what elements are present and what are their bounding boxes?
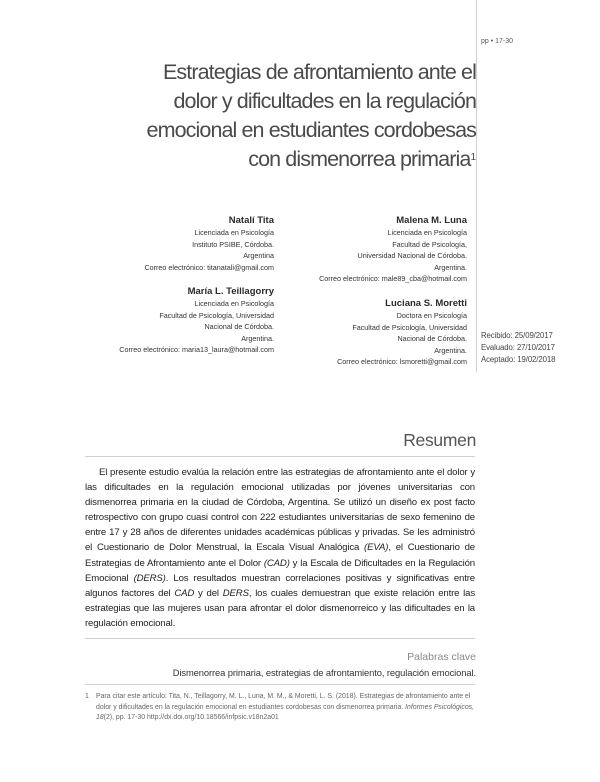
author-block [119,285,274,356]
author-block [144,214,274,273]
author-line: Correo electrónico: male89_cba@hotmail.com [319,274,467,283]
author-line: Argentina [243,251,274,260]
author-line: Facultad de Psicología, [392,239,467,249]
keywords-rule [85,638,475,639]
author-line: Doctora en Psicología [396,311,467,320]
title-footnote-marker: 1 [470,152,476,163]
author-line: Instituto PSIBE, Córdoba. [192,239,274,249]
abstract-heading: Resumen [403,430,476,450]
keywords-heading: Palabras clave [407,651,476,663]
author-name: Luciana S. Moretti [385,298,467,309]
author-line: Facultad de Psicología, Universidad [159,310,274,320]
author-line: Nacional de Córdoba. [204,322,274,331]
author-line: Correo electrónico: lsmoretti@gmail.com [337,357,467,366]
author-block [319,214,467,285]
footnote-text: Para citar este artículo: Tita, N., Teillagorry, M. L., Luna, M. M., & Moretti, L. S. (2018). Estrategias de afrontamiento ante el dolor y dificultades en la regulación emocional en estudiantes cordobesas con dismenorrea primaria. Informes Psicológicos, 18(2), pp. 17-30 http://dx.doi.org/10.18566/infpsic.v18n2a01 [96,693,475,721]
date-accepted: Aceptado: 19/02/2018 [481,355,556,364]
author-block [337,297,467,368]
page-number: pp • 17-30 [481,38,514,45]
article-title [116,58,476,174]
author-line: Correo electrónico: maria13_laura@hotmail.com [119,345,274,354]
article-dates [481,330,555,366]
article-title-text: Estrategias de afrontamiento ante el dolor y dificultades en la regulación emocional en estudiantes cordobesas con dismenorrea primaria [146,60,476,171]
author-line: Licenciada en Psicología [194,299,274,308]
author-line: Universidad Nacional de Córdoba. [357,251,467,260]
footnote [85,692,477,724]
footnote-rule [85,684,475,685]
keywords-text: Dismenorrea primaria, estrategias de afrontamiento, regulación emocional. [172,667,476,678]
footnote-number: 1 [85,693,89,700]
author-name: Malena M. Luna [396,215,467,226]
abstract-body [85,465,475,631]
author-name: María L. Teillagorry [187,286,274,297]
author-name: Natalí Tita [228,215,274,226]
author-line: Argentina. [434,345,467,355]
author-line: Correo electrónico: titanatali@gmail.com [144,262,274,272]
abstract-paragraph: El presente estudio evalúa la relación entre las estrategias de afrontamiento ante el dolor y las dificultades en la regulación emocional utilizadas por jóvenes universitarias con dismenorrea primaria en la ciudad de Córdoba, Argentina. Se utilizó un diseño ex post facto retrospectivo con grupo cuasi control con 222 estudiantes universitarias de sexo femenino de entre 17 y 28 años de diferentes unidades académicas públicas y privadas. Se les administró el Cuestionario de Dolor Menstrual, la Escala Visual Analógica (EVA), el Cuestionario de Estrategias de Afrontamiento ante el Dolor (CAD) y la Escala de Dificultades en la Regulación Emocional (DERS). Los resultados muestran correlaciones positivas y significativas entre algunos factores del CAD y del DERS, los cuales demuestran que existe relación entre las estrategias que las mujeres usan para afrontar el dolor dismenorreico y las dificultades en la regulación emocional. [85,467,476,629]
author-line: Facultad de Psicología, Universidad [352,322,467,332]
date-evaluated: Evaluado: 27/10/2017 [481,343,555,352]
author-line: Licenciada en Psicología [387,228,467,237]
date-received: Recibido: 25/09/2017 [481,331,553,340]
author-line: Licenciada en Psicología [194,228,274,237]
abstract-rule [85,456,475,457]
author-line: Nacional de Córdoba. [397,334,467,343]
author-line: Argentina. [241,333,274,343]
vertical-divider [476,0,477,372]
author-line: Argentina. [434,262,467,272]
